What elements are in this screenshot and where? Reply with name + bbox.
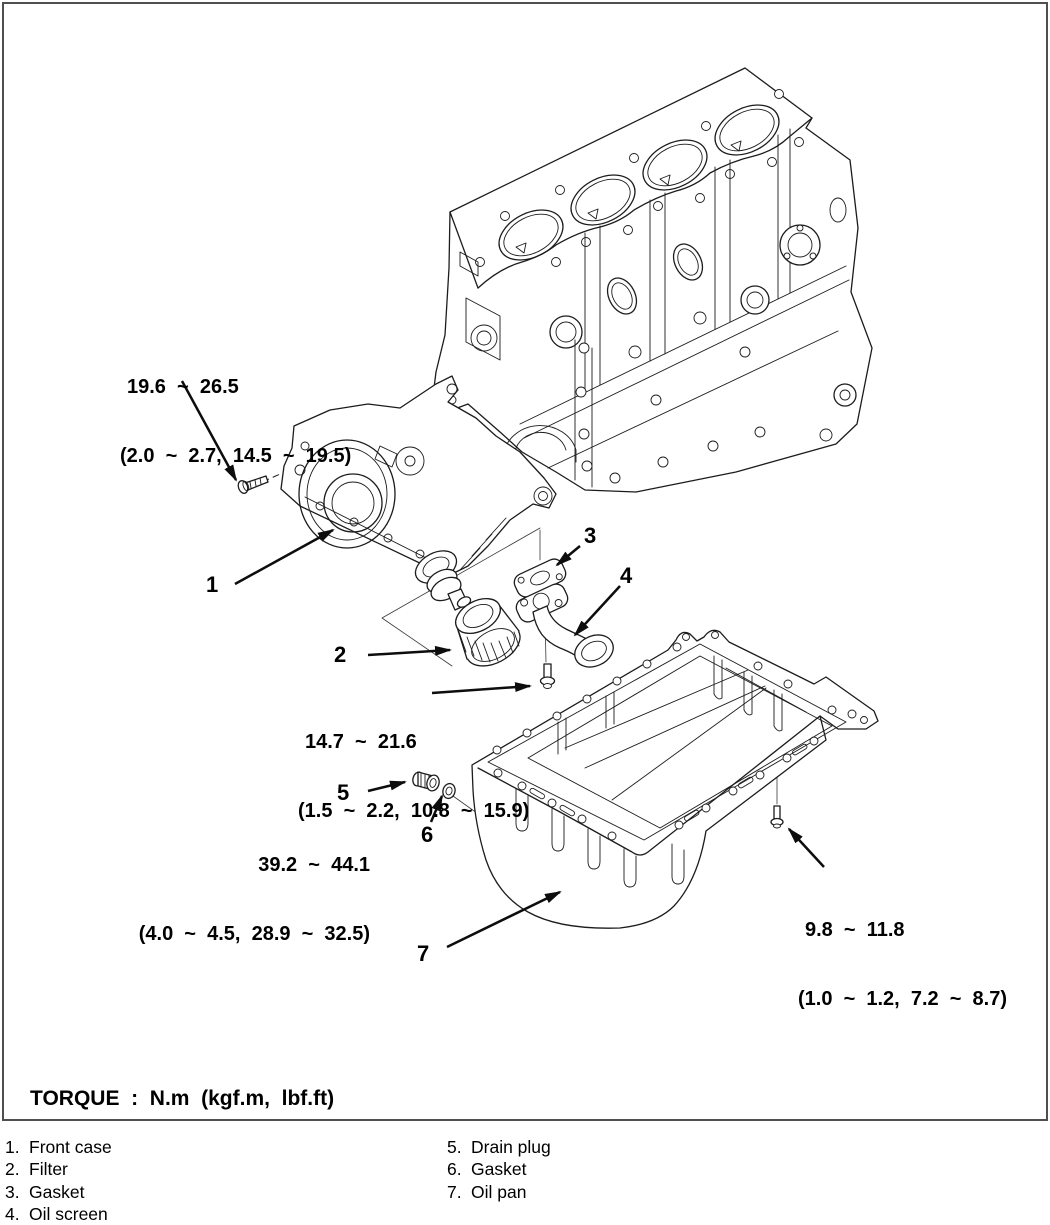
legend-item — [5, 1136, 112, 1158]
legend-right-column — [447, 1136, 551, 1203]
callout-label-4: 4 — [620, 563, 633, 588]
torque-arrow-oil-pan-bolt — [789, 829, 824, 867]
legend-left-column — [5, 1136, 112, 1225]
legend-item — [447, 1181, 551, 1203]
callout-label-1: 1 — [206, 572, 219, 597]
oil-pan-bolt — [771, 806, 783, 828]
torque-spec-front-case — [120, 330, 351, 514]
legend-item-label: Oil screen — [29, 1204, 108, 1225]
legend-item-number: 4. — [5, 1204, 20, 1225]
legend-item-label: Drain plug — [471, 1137, 551, 1157]
callout-label-6: 6 — [421, 822, 434, 847]
callout-label-7: 7 — [417, 941, 430, 966]
legend-item-label: Gasket — [29, 1181, 85, 1202]
oil-screen-bolt — [541, 664, 555, 689]
legend-item-label: Gasket — [471, 1159, 527, 1180]
legend-item — [5, 1181, 112, 1203]
callout-arrow-1 — [235, 530, 333, 584]
legend-item — [5, 1203, 112, 1225]
torque-alt-value: (4.0 ~ 4.5, 28.9 ~ 32.5) — [138, 923, 370, 945]
legend-item-number: 1. — [5, 1137, 20, 1157]
torque-value: 9.8 ~ 11.8 — [805, 919, 905, 941]
legend-item-label: Filter — [29, 1159, 68, 1180]
legend-item — [5, 1158, 112, 1180]
torque-value: 19.6 ~ 26.5 — [127, 376, 239, 398]
legend-item-label: Oil pan — [471, 1181, 527, 1202]
legend-item-number: 5. — [447, 1137, 462, 1157]
torque-alt-value: (1.0 ~ 1.2, 7.2 ~ 8.7) — [798, 988, 1008, 1010]
legend-item — [447, 1136, 551, 1158]
legend-item-number: 2. — [5, 1159, 20, 1180]
callout-arrow-3 — [557, 546, 580, 565]
engine-block — [433, 68, 872, 492]
torque-spec-oil-pan — [798, 873, 1007, 1057]
torque-alt-value: (1.5 ~ 2.2, 10.8 ~ 15.9) — [298, 800, 530, 822]
torque-units-note: TORQUE : N.m (kgf.m, lbf.ft) — [30, 1087, 335, 1110]
torque-spec-drain-plug — [138, 808, 370, 992]
torque-value: 14.7 ~ 21.6 — [305, 731, 417, 753]
legend-item-number: 6. — [447, 1159, 462, 1180]
legend-item-number: 7. — [447, 1181, 462, 1202]
legend-item-number: 3. — [5, 1181, 20, 1202]
torque-alt-value: (2.0 ~ 2.7, 14.5 ~ 19.5) — [120, 445, 352, 467]
torque-value: 39.2 ~ 44.1 — [258, 854, 370, 876]
legend-item — [447, 1158, 551, 1180]
legend-item-label: Front case — [29, 1137, 112, 1157]
callout-label-2: 2 — [334, 642, 347, 667]
callout-arrow-4 — [575, 586, 620, 635]
callout-arrow-2 — [368, 650, 450, 655]
callout-label-5: 5 — [337, 780, 350, 805]
callout-label-3: 3 — [584, 523, 597, 548]
